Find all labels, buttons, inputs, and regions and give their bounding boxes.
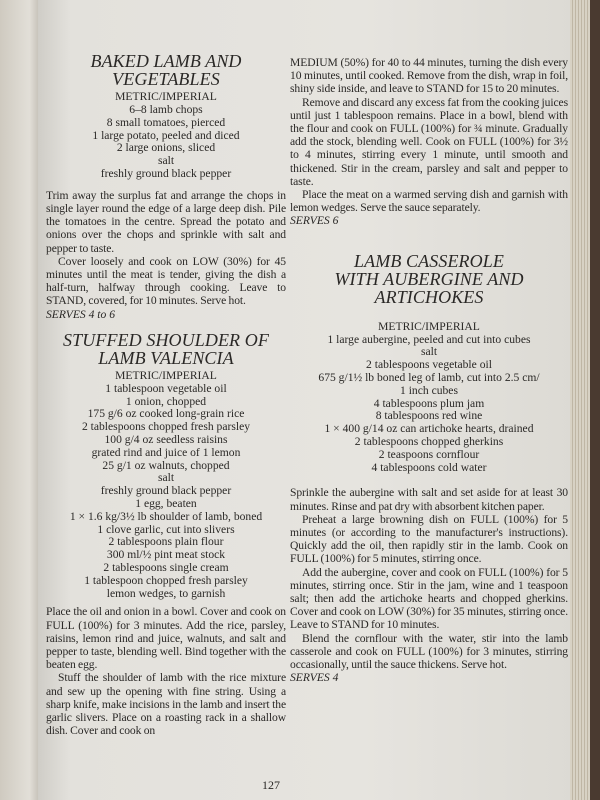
ingredient: 2 large onions, sliced: [116, 141, 216, 155]
ingredient: freshly ground black pepper: [100, 166, 232, 180]
ingredient: 2 tablespoons vegetable oil: [366, 358, 492, 372]
ingredient: lemon wedges, to garnish: [106, 586, 226, 600]
ingredient: 1 large potato, peeled and diced: [92, 128, 240, 142]
recipe-title: STUFFED SHOULDER OF LAMB VALENCIA: [63, 329, 269, 368]
method-paragraph: Place the oil and onion in a bowl. Cover and cook on FULL (100%) for 3 minutes. Add the rice, parsley, raisins, lemon rind and juice, walnuts, and salt and pepper to taste, blending well. Bind together with the beaten egg.: [46, 605, 286, 672]
method-paragraph: Stuff the shoulder of lamb with the rice mixture and sew up the opening with fine string. Using a sharp knife, make incisions in the lamb and insert the garlic slivers. Place on a roasting rack in a shallow dish. Cover and cook on: [46, 671, 286, 738]
ingredient: 4 tablespoons cold water: [371, 460, 487, 474]
recipe-title: LAMB CASSEROLE WITH AUBERGINE AND ARTICHOKES: [334, 250, 524, 307]
left-column: [46, 52, 286, 737]
ingredient: salt: [157, 471, 175, 485]
ingredient: salt: [157, 154, 175, 168]
ingredient: 1 clove garlic, cut into slivers: [97, 522, 235, 536]
ingredient: 175 g/6 oz cooked long-grain rice: [87, 407, 245, 421]
ingredient: 2 teaspoons cornflour: [378, 447, 480, 461]
page-number: 127: [262, 778, 280, 792]
ingredient: 300 ml/½ pint meat stock: [106, 548, 226, 562]
right-column: [290, 56, 568, 684]
ingredient: 1 × 1.6 kg/3½ lb shoulder of lamb, boned: [69, 509, 263, 523]
method-paragraph: Remove and discard any excess fat from the cooking juices until just 1 tablespoon remains. Place in a bowl, blend with the flour and cook on FULL (100%) for ¾ minute. Gradually add the stock, blending well. Cook on FULL (100%) for 3½ to 4 minutes, stirring every 1 minute, until smooth and thickened. Stir in the cream, parsley and salt and pepper to taste.: [290, 95, 568, 188]
ingredient: 1 × 400 g/14 oz can artichoke hearts, drained: [324, 422, 534, 436]
ingredient: 25 g/1 oz walnuts, chopped: [102, 458, 230, 472]
recipe-title: BAKED LAMB AND VEGETABLES: [90, 51, 242, 89]
recipe-stuffed-shoulder: [46, 331, 286, 738]
method-paragraph: Sprinkle the aubergine with salt and set aside for at least 30 minutes. Rinse and pat dry with absorbent kitchen paper.: [290, 486, 568, 513]
method-paragraph: Place the meat on a warmed serving dish and garnish with lemon wedges. Serve the sauce separately.: [290, 188, 568, 215]
serves-label: SERVES 4: [290, 671, 339, 685]
ingredient: 1 egg, beaten: [135, 496, 197, 510]
method-paragraph: Cover loosely and cook on LOW (30%) for 45 minutes until the meat is tender, giving the dish a half-turn, halfway through cooking. Leave to STAND, covered, for 10 minutes. Serve hot.: [46, 254, 286, 308]
ingredient-list: [46, 383, 286, 601]
previous-page-edge: [0, 0, 42, 800]
ingredient: 1 inch cubes: [400, 383, 458, 397]
ingredient: freshly ground black pepper: [100, 484, 232, 498]
recipe-lamb-casserole: [290, 252, 568, 685]
method-paragraph: Add the aubergine, cover and cook on FULL (100%) for 5 minutes, stirring once. Stir in the jam, wine and 1 teaspoon salt; then add the artichoke hearts and chopped gherkins. Cover and cook on LOW (30%) for 35 minutes, stirring once. Leave to STAND for 10 minutes.: [290, 565, 568, 632]
method-paragraph: Blend the cornflour with the water, stir into the lamb casserole and cook on FULL (100%) for 3 minutes, stirring occasionally, until the sauce thickens. Serve hot.: [290, 631, 568, 672]
recipe-baked-lamb: [46, 52, 286, 321]
page-stack-edge: [570, 0, 592, 800]
ingredient: 1 tablespoon chopped fresh parsley: [84, 573, 248, 587]
ingredient: 2 tablespoons single cream: [103, 560, 229, 574]
ingredient: 2 tablespoons chopped gherkins: [354, 435, 504, 449]
ingredient: grated rind and juice of 1 lemon: [91, 445, 241, 459]
ingredient-list: [290, 334, 568, 475]
ingredient: 6–8 lamb chops: [129, 103, 203, 116]
method-paragraph: Preheat a large browning dish on FULL (100%) for 5 minutes (or according to the manufacturer's instructions). Quickly add the oil, then rapidly stir in the lamb. Cook on FULL (100%) for 5 minutes, stirring once.: [290, 512, 568, 566]
metric-imperial-label: METRIC/IMPERIAL: [115, 368, 217, 382]
metric-imperial-label: METRIC/IMPERIAL: [115, 90, 217, 103]
method-paragraph: MEDIUM (50%) for 40 to 44 minutes, turning the dish every 10 minutes, until cooked. Remove from the dish, wrap in foil, shiny side inside, and leave to STAND for 15 to 20 minutes.: [290, 56, 568, 96]
ingredient: 2 tablespoons plain flour: [108, 535, 224, 549]
metric-imperial-label: METRIC/IMPERIAL: [378, 319, 480, 333]
ingredient: 1 tablespoon vegetable oil: [105, 381, 227, 395]
ingredient: 8 small tomatoes, pierced: [106, 115, 226, 129]
ingredient: 1 large aubergine, peeled and cut into cubes: [327, 332, 531, 346]
ingredient: 8 tablespoons red wine: [375, 409, 483, 423]
ingredient: 675 g/1½ lb boned leg of lamb, cut into 2.5 cm/: [318, 371, 540, 385]
background: [590, 0, 600, 800]
ingredient: 1 onion, chopped: [125, 394, 207, 408]
ingredient-list: [46, 104, 286, 181]
ingredient: salt: [420, 345, 438, 359]
method-paragraph: Trim away the surplus fat and arrange the chops in single layer round the edge of a large deep dish. Pile the tomatoes in the centre. Spread the potato and onions over the chops and sprinkle with salt and pepper to taste.: [46, 188, 286, 255]
serves-label: SERVES 6: [290, 214, 339, 228]
serves-label: SERVES 4 to 6: [46, 307, 116, 321]
ingredient: 2 tablespoons chopped fresh parsley: [81, 420, 251, 434]
ingredient: 4 tablespoons plum jam: [373, 396, 485, 410]
ingredient: 100 g/4 oz seedless raisins: [104, 433, 228, 446]
